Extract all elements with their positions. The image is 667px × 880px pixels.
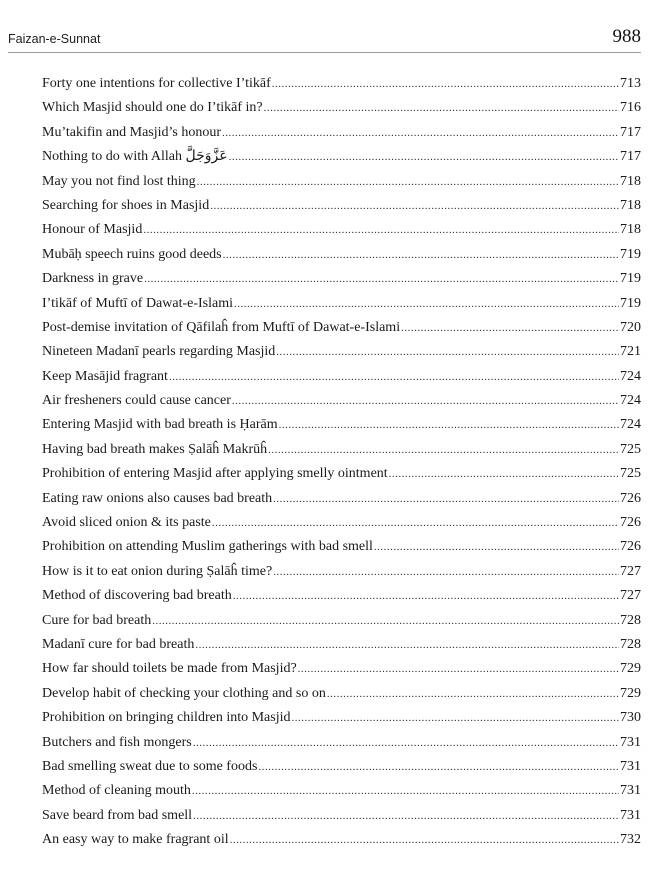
toc-entry-page: 727 (620, 563, 641, 579)
toc-entry-page: 726 (620, 515, 641, 531)
toc-entry-page: 729 (620, 661, 641, 677)
toc-entry[interactable] (42, 243, 641, 267)
toc-entry-page: 717 (620, 124, 641, 140)
toc-entry-page: 718 (620, 222, 641, 238)
dot-leader (389, 462, 619, 486)
toc-entry-page: 725 (620, 441, 641, 457)
toc-entry-page: 724 (620, 393, 641, 409)
dot-leader (272, 72, 619, 96)
toc-entry-page: 732 (620, 832, 641, 848)
dot-leader (298, 657, 619, 681)
dot-leader (292, 706, 620, 730)
toc-entry[interactable] (42, 292, 641, 316)
toc-entry[interactable] (42, 413, 641, 437)
toc-entry[interactable] (42, 682, 641, 706)
dot-leader (144, 267, 619, 291)
toc-entry[interactable] (42, 706, 641, 730)
page-number: 988 (612, 26, 641, 47)
dot-leader (195, 633, 619, 657)
dot-leader (232, 389, 619, 413)
dot-leader (212, 511, 619, 535)
toc-entry-page: 731 (620, 783, 641, 799)
toc-entry-page: 727 (620, 588, 641, 604)
toc-entry-title: Post-demise invitation of Qāfilaĥ from Muftī of Dawat-e-Islami (42, 319, 401, 335)
toc-entry[interactable] (42, 633, 641, 657)
toc-entry-title: Air fresheners could cause cancer (42, 393, 231, 409)
toc-entry[interactable] (42, 535, 641, 559)
toc-entry-title: Prohibition on bringing children into Masjid (42, 710, 291, 726)
toc-entry-title: Eating raw onions also causes bad breath (42, 490, 273, 506)
running-title: Faizan-e-Sunnat (8, 32, 101, 46)
dot-leader (279, 413, 619, 437)
toc-entry-page: 719 (620, 271, 641, 287)
toc-entry-page: 724 (620, 417, 641, 433)
dot-leader (193, 731, 619, 755)
toc-entry-title: I’tikāf of Muftī of Dawat-e-Islami (42, 295, 234, 311)
dot-leader (169, 365, 619, 389)
toc-entry-page: 716 (620, 100, 641, 116)
toc-entry-title: An easy way to make fragrant oil (42, 832, 229, 848)
toc-entry[interactable] (42, 487, 641, 511)
toc-entry[interactable] (42, 804, 641, 828)
toc-entry-title: How is it to eat onion during Ṣalāĥ time? (42, 563, 273, 579)
toc-entry[interactable] (42, 389, 641, 413)
toc-entry-title: Entering Masjid with bad breath is Ḥarām (42, 417, 278, 433)
dot-leader (192, 779, 619, 803)
dot-leader (234, 292, 619, 316)
toc-entry-page: 728 (620, 612, 641, 628)
toc-entry-title: Avoid sliced onion & its paste (42, 515, 211, 531)
toc-entry-title: Nineteen Madanī pearls regarding Masjid (42, 344, 276, 360)
toc-entry-page: 730 (620, 710, 641, 726)
dot-leader (264, 96, 619, 120)
toc-entry[interactable] (42, 145, 641, 169)
table-of-contents (42, 72, 641, 853)
page-header (8, 28, 641, 53)
toc-entry[interactable] (42, 755, 641, 779)
toc-entry[interactable] (42, 170, 641, 194)
toc-entry-title: Develop habit of checking your clothing and so on (42, 685, 326, 701)
toc-entry[interactable] (42, 584, 641, 608)
toc-entry[interactable] (42, 121, 641, 145)
toc-entry-title: Method of cleaning mouth (42, 783, 191, 799)
toc-entry[interactable] (42, 194, 641, 218)
toc-entry[interactable] (42, 438, 641, 462)
toc-entry[interactable] (42, 657, 641, 681)
toc-entry-page: 731 (620, 734, 641, 750)
toc-entry[interactable] (42, 267, 641, 291)
toc-entry-title: Save beard from bad smell (42, 807, 193, 823)
toc-entry-title: Nothing to do with Allah عَزَّوَجَلَّ (42, 149, 228, 165)
toc-entry-title: Honour of Masjid (42, 222, 143, 238)
toc-entry-page: 729 (620, 685, 641, 701)
toc-entry-title: Mu’takifin and Masjid’s honour (42, 124, 222, 140)
toc-entry[interactable] (42, 96, 641, 120)
dot-leader (268, 438, 619, 462)
toc-entry-page: 719 (620, 295, 641, 311)
toc-entry-title: Madanī cure for bad breath (42, 636, 195, 652)
dot-leader (374, 535, 619, 559)
dot-leader (229, 145, 619, 169)
toc-entry[interactable] (42, 828, 641, 852)
toc-entry[interactable] (42, 218, 641, 242)
toc-entry-title: Which Masjid should one do I’tikāf in? (42, 100, 263, 116)
toc-entry[interactable] (42, 779, 641, 803)
dot-leader (197, 170, 619, 194)
toc-entry-page: 726 (620, 490, 641, 506)
toc-entry[interactable] (42, 72, 641, 96)
toc-entry-title: How far should toilets be made from Masjid? (42, 661, 297, 677)
toc-entry-title: Butchers and fish mongers (42, 734, 192, 750)
toc-entry[interactable] (42, 511, 641, 535)
dot-leader (210, 194, 619, 218)
toc-entry-title: Prohibition of entering Masjid after applying smelly ointment (42, 466, 388, 482)
toc-entry-title: Cure for bad breath (42, 612, 152, 628)
dot-leader (152, 609, 619, 633)
toc-entry-title: Having bad breath makes Ṣalāĥ Makrūĥ (42, 441, 268, 457)
dot-leader (233, 584, 619, 608)
toc-entry[interactable] (42, 731, 641, 755)
dot-leader (327, 682, 619, 706)
toc-entry-title: Mubāḥ speech ruins good deeds (42, 246, 222, 262)
dot-leader (143, 218, 619, 242)
toc-entry[interactable] (42, 365, 641, 389)
toc-entry-title: May you not find lost thing (42, 173, 196, 189)
toc-entry-page: 731 (620, 807, 641, 823)
toc-entry-title: Forty one intentions for collective I’tikāf (42, 76, 271, 91)
dot-leader (222, 121, 619, 145)
toc-entry-page: 726 (620, 539, 641, 555)
toc-entry-title: Searching for shoes in Masjid (42, 197, 210, 213)
toc-entry[interactable] (42, 462, 641, 486)
toc-entry[interactable] (42, 316, 641, 340)
toc-entry-title: Method of discovering bad breath (42, 588, 232, 604)
toc-entry-page: 717 (620, 149, 641, 165)
toc-entry-page: 728 (620, 636, 641, 652)
dot-leader (223, 243, 619, 267)
toc-entry-page: 718 (620, 173, 641, 189)
dot-leader (276, 340, 619, 364)
toc-entry[interactable] (42, 609, 641, 633)
toc-entry[interactable] (42, 560, 641, 584)
dot-leader (273, 560, 619, 584)
dot-leader (230, 828, 619, 852)
toc-entry-page: 713 (620, 76, 641, 91)
toc-entry-page: 725 (620, 466, 641, 482)
toc-entry-page: 721 (620, 344, 641, 360)
toc-entry-page: 731 (620, 758, 641, 774)
toc-entry-title: Keep Masājid fragrant (42, 368, 168, 384)
toc-entry-page: 720 (620, 319, 641, 335)
dot-leader (401, 316, 619, 340)
dot-leader (273, 487, 619, 511)
dot-leader (258, 755, 619, 779)
toc-entry-page: 724 (620, 368, 641, 384)
toc-entry-page: 719 (620, 246, 641, 262)
toc-entry-title: Darkness in grave (42, 271, 144, 287)
toc-entry-page: 718 (620, 197, 641, 213)
dot-leader (193, 804, 619, 828)
toc-entry-title: Prohibition on attending Muslim gatherings with bad smell (42, 539, 373, 555)
toc-entry-title: Bad smelling sweat due to some foods (42, 758, 258, 774)
toc-entry[interactable] (42, 340, 641, 364)
